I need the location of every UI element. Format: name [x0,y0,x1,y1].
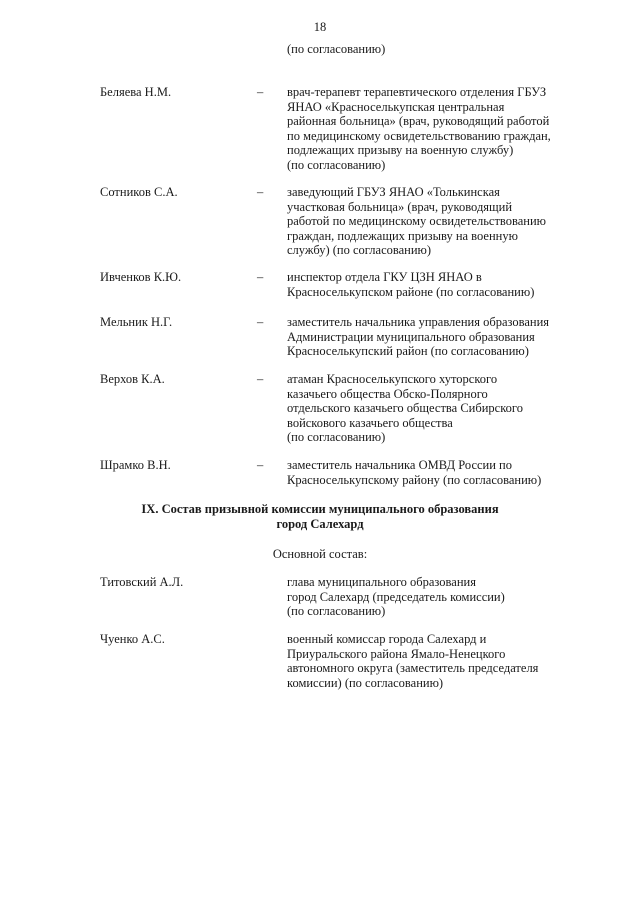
description-line: автономного округа (заместитель председателя [287,661,539,675]
section-heading [0,502,640,532]
section-heading-line: IX. Состав призывной комиссии муниципального образования [141,502,499,516]
member-name: Титовский А.Л. [100,575,184,589]
member-name: Ивченков К.Ю. [100,270,182,284]
description-line: атаман Красноселькупского хуторского [287,372,498,386]
page-number: 18 [313,20,327,34]
dash: – [257,372,264,386]
description-line: районная больница» (врач, руководящий работой [287,114,550,128]
description-line: (по согласованию) [287,430,386,444]
member-description [287,270,602,299]
description-line: казачьего общества Обско-Полярного [287,386,488,401]
description-line: город Салехард (председатель комиссии) [287,589,505,604]
dash: – [257,185,264,199]
member-description [287,632,602,690]
subsection-title: Основной состав: [272,547,368,561]
member-description [287,315,602,359]
description-line: врач-терапевт терапевтического отделения ГБУЗ [287,85,547,99]
description-line: заместитель начальника ОМВД России по [287,458,512,472]
description-line: работой по медицинскому освидетельствованию [287,214,547,228]
description-line: глава муниципального образования [287,575,476,589]
description-line: подлежащих призыву на военную службу) [287,143,514,157]
description-line: заместитель начальника управления образования [287,315,550,329]
description-line: Администрации муниципального образования [287,329,535,344]
dash: – [257,315,264,329]
dash [257,632,263,647]
description-line: инспектор отдела ГКУ ЦЗН ЯНАО в [287,270,482,284]
member-description [287,185,602,258]
description-line: комиссии) (по согласованию) [287,675,444,690]
description-line: (по согласованию) [287,157,386,172]
description-line: службу) (по согласованию) [287,243,432,257]
description-line: военный комиссар города Салехард и [287,632,487,646]
description-line: отдельского казачьего общества Сибирского [287,401,523,415]
description-line: Приуральского района Ямало-Ненецкого [287,646,506,661]
description-line: заведующий ГБУЗ ЯНАО «Толькинская [287,185,500,199]
description-line: участковая больница» (врач, руководящий [287,199,513,214]
description-line: Красноселькупскому району (по согласованию) [287,472,542,487]
section-heading-line: город Салехард [276,517,364,531]
member-name: Сотников С.А. [100,185,178,199]
description-line: ЯНАО «Красноселькупская центральная [287,99,505,114]
description-line: по медицинскому освидетельствованию граждан, [287,128,551,143]
member-name: Чуенко А.С. [100,632,165,646]
member-name: Верхов К.А. [100,372,165,386]
member-description [287,85,602,172]
member-description [287,458,602,487]
member-name: Шрамко В.Н. [100,458,171,472]
description-line: граждан, подлежащих призыву на военную [287,228,518,243]
dash: – [257,270,264,284]
description-line: войскового казачьего общества [287,415,453,430]
member-name: Мельник Н.Г. [100,315,173,329]
dash: – [257,85,264,99]
description-line: (по согласованию) [287,604,386,618]
dash: – [257,458,264,472]
member-description [287,372,602,445]
description-line: Красноселькупском районе (по согласованию) [287,284,535,299]
dash [257,575,263,590]
description-line: Красноселькупский район (по согласованию) [287,344,529,358]
carry-over-text: (по согласованию) [287,42,386,56]
member-description [287,575,602,619]
member-name: Беляева Н.М. [100,85,172,99]
